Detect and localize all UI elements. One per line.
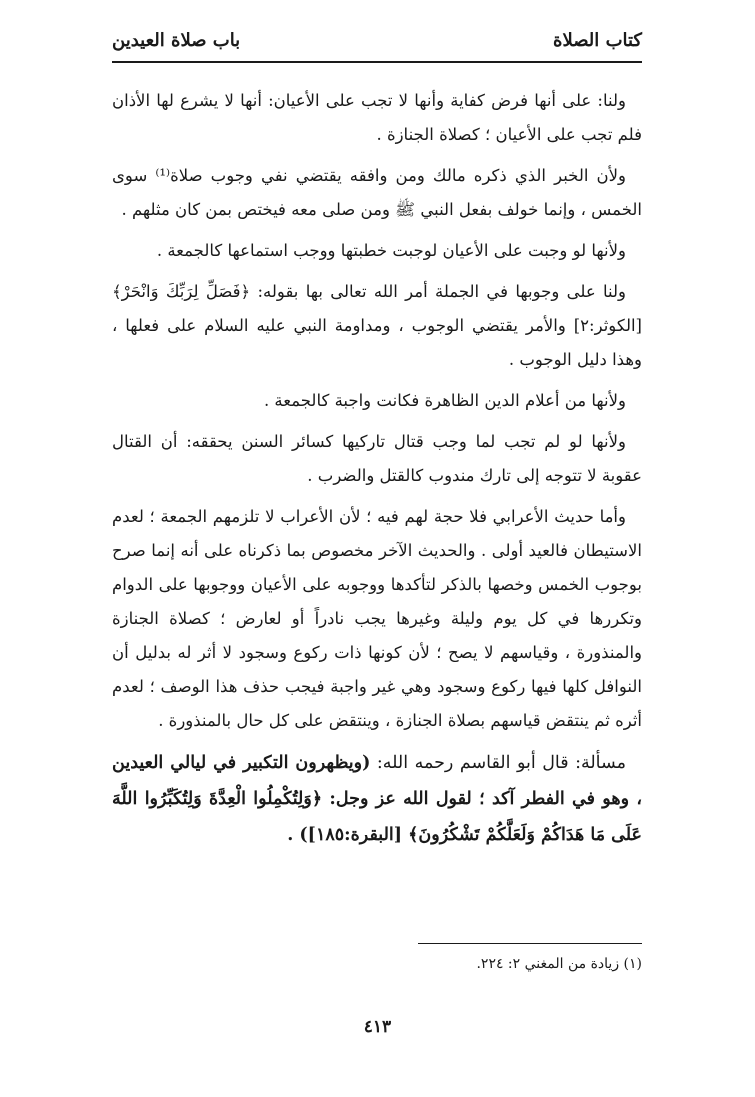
paragraph: ولأنها من أعلام الدين الظاهرة فكانت واجبة كالجمعة .	[263, 391, 626, 410]
footnote: (١) زيادة من المغني ٢: ٢٢٤.	[476, 956, 642, 972]
running-header	[112, 28, 642, 56]
footnote-rule	[418, 943, 642, 944]
paragraph: ولأنها لو وجبت على الأعيان لوجبت خطبتها ووجب استماعها كالجمعة .	[156, 241, 626, 260]
paragraph: ولنا على وجوبها في الجملة أمر الله تعالى بها بقوله: ﴿فَصَلِّ لِرَبِّكَ وَانْحَرْ﴾ [الكوثر:٢] والأمر يقتضي الوجوب ، ومداومة النبي عليه السلام على فعلها ، وهذا دليل الوجوب .	[112, 282, 642, 369]
issue-paragraph	[112, 745, 642, 853]
paragraph: وأما حديث الأعرابي فلا حجة لهم فيه ؛ لأن الأعراب لا تلزمهم الجمعة ؛ لعدم الاستيطان فالعيد أولى . والحديث الآخر مخصوص بما ذكرناه على أنه إنما صرح بوجوب الخمس وخصها بالذكر لتأكدها ووجوبه على الأعيان ووجوبها على الدوام وتكررها في كل يوم وليلة وغيرها يجب نادراً أو لعارض ؛ كصلاة الجنازة والمنذورة ، وقياسهم لا يصح ؛ لأن كونها ذات ركوع وسجود لا أثر له بدليل أن النوافل كلها فيها ركوع وسجود وهي غير واجبة فيجب حذف هذا الوصف ؛ لعدم أثره ثم ينتقض قياسهم بصلاة الجنازة ، وينتقض على كل حال بالمنذورة .	[112, 507, 642, 730]
paragraph: ولأن الخبر الذي ذكره مالك ومن وافقه يقتضي نفي وجوب صلاة⁽¹⁾ سوى الخمس ، وإنما خولف بفعل النبي ﷺ ومن صلى معه فيختص بمن كان مثلهم .	[112, 166, 642, 219]
page-number: ٤١٣	[363, 1017, 392, 1037]
book-title: كتاب الصلاة	[553, 30, 642, 51]
main-text	[112, 84, 642, 860]
paragraph: ولنا: على أنها فرض كفاية وأنها لا تجب على الأعيان: أنها لا يشرع لها الأذان فلم تجب على الأعيان ؛ كصلاة الجنازة .	[112, 91, 642, 144]
paragraph: ولأنها لو لم تجب لما وجب قتال تاركيها كسائر السنن يحققه: أن القتال عقوبة لا تتوجه إلى تارك مندوب كالقتل والضرب .	[112, 432, 642, 485]
chapter-title: باب صلاة العيدين	[112, 30, 241, 51]
issue-text: (ويظهرون التكبير في ليالي العيدين ، وهو في الفطر آكد ؛ لقول الله عز وجل: ﴿وَلِتُكْمِلُوا الْعِدَّةَ وَلِتُكَبِّرُوا اللَّهَ عَلَى مَا هَدَاكُمْ وَلَعَلَّكُمْ تَشْكُرُونَ﴾ [البقرة:١٨٥]) .	[112, 753, 642, 845]
header-rule	[112, 61, 642, 63]
issue-intro: مسألة: قال أبو القاسم رحمه الله:	[370, 753, 626, 773]
